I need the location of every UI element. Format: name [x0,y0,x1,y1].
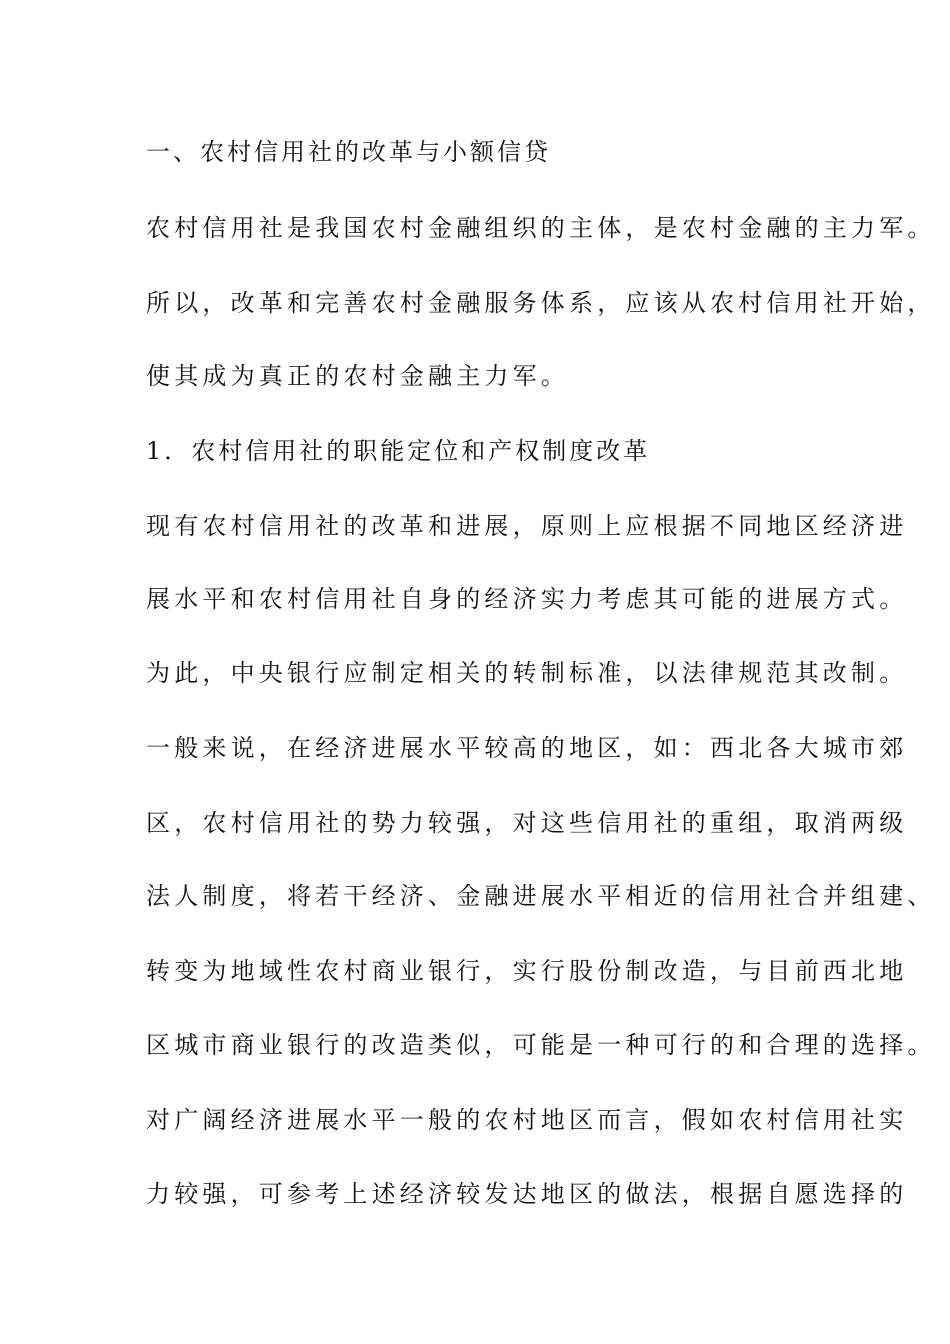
paragraph-line: 力较强，可参考上述经济较发达地区的做法，根据自愿选择的 [146,1180,908,1208]
subsection-heading: 1．农村信用社的职能定位和产权制度改革 [146,437,651,465]
paragraph-line: 所以，改革和完善农村金融服务体系，应该从农村信用社开始， [146,289,936,317]
paragraph-line: 区，农村信用社的势力较强，对这些信用社的重组，取消两级 [146,809,908,837]
paragraph-line: 法人制度，将若干经济、金融进展水平相近的信用社合并组建、 [146,882,936,910]
paragraph-line: 一般来说，在经济进展水平较高的地区，如：西北各大城市郊 [146,734,908,762]
paragraph-line: 使其成为真正的农村金融主力军。 [146,362,569,390]
section-heading: 一、农村信用社的改革与小额信贷 [146,138,551,166]
paragraph-line: 转变为地域性农村商业银行，实行股份制改造，与目前西北地 [146,957,908,985]
paragraph-line: 对广阔经济进展水平一般的农村地区而言，假如农村信用社实 [146,1106,908,1134]
paragraph-line: 展水平和农村信用社自身的经济实力考虑其可能的进展方式。 [146,585,908,613]
paragraph-line: 农村信用社是我国农村金融组织的主体，是农村金融的主力军。 [146,214,936,242]
paragraph-line: 区城市商业银行的改造类似，可能是一种可行的和合理的选择。 [146,1031,936,1059]
paragraph-line: 现有农村信用社的改革和进展，原则上应根据不同地区经济进 [146,512,908,540]
paragraph-line: 为此，中央银行应制定相关的转制标准，以法律规范其改制。 [146,659,908,687]
